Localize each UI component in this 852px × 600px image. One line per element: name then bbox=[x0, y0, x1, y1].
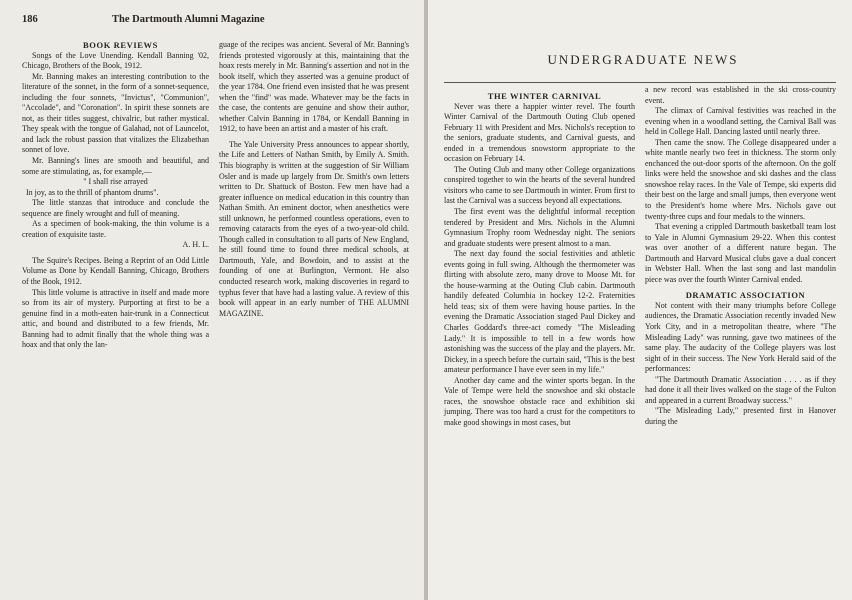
paragraph: This little volume is attractive in itself and made more so from its air of mystery. Purporting at first to be a genuine find in a moth-eaten hair-trunk in a Connecticut attic, and bound and distributed to a few friends, Mr. Banning had to admit finally that the whole thing was a hoax and that only the lan- bbox=[22, 287, 209, 350]
paragraph: The next day found the social festivities and athletic events going in full swing. Although the thermometer was flirting with absolute zero, many drove to Moose Mt. for the house-warming at the Outing Club cabin. Dartmouth handily defeated Columbia in hockey 12-2. Fraternities held teas; six of them were having house parties. In the evening the Dramatic Association staged Paul Dickey and Charles Goddard's three-act comedy "The Misleading Lady." It is impossible to tell in a few words how astonishing was the success of the play and the players. Mr. Dickey, in a speech before the curtain said, "This is the best amateur performance I have ever seen in my life." bbox=[444, 249, 635, 375]
running-title: The Dartmouth Alumni Magazine bbox=[112, 14, 265, 25]
paragraph: a new record was established in the ski cross-country event. bbox=[645, 85, 836, 105]
paragraph: Another day came and the winter sports began. In the Vale of Tempe were held the snowshoe and ski obstacle races, the snowshoe obstacle race and exhibition ski jumping. There was too hard a crust for the competitors to make good showings in most cases, but bbox=[444, 375, 635, 427]
section-heading-dramatic-association: DRAMATIC ASSOCIATION bbox=[685, 290, 806, 301]
paragraph: That evening a crippled Dartmouth basketball team lost to Yale in Alumni Gymnasium 29-22. When this contest was over another of a different nature began. The Dartmouth and Harvard Musical clubs gave a dual concert in Webster Hall. When the last song and last mandolin piece was over the fourth Winter Carnival ended. bbox=[645, 222, 836, 284]
paragraph: guage of the recipes was ancient. Several of Mr. Banning's friends protested vigorously at this, maintaining that the hoax rests merely in Mr. Banning's assertion and not in the book itself, which they asserted was a genuine product of the year 1784. One friend even insisted that he was present when the "find" was made. Whatever may be the facts in the case, the contents are genuine and show their author, whether Calvin Banning in 1784, or Kendall Banning in 1912, to have been an artist and a master of his craft. bbox=[219, 40, 409, 134]
paragraph: Mr. Banning makes an interesting contribution to the literature of the sonnet, in the form of a sonnet-sequence, including the four sonnets, "Invictus", "Communion", "Accolade", and "Coronation". In spirit these sonnets are not, as their titles suggest, chivalric, but rather mystical. They speak with the tongue of Galahad, not of Launcelot, and lack the robust passion that vitalizes the Elizabethan sonnet of love. bbox=[22, 71, 209, 155]
section-heading-book-reviews: BOOK REVIEWS bbox=[83, 40, 158, 50]
left-column-2 bbox=[219, 40, 409, 351]
paragraph: Mr. Banning's lines are smooth and beautiful, and some are stimulating, as, for example,— bbox=[22, 156, 209, 176]
heading-rule bbox=[444, 82, 836, 83]
review-citation: The Squire's Recipes. Being a Reprint of an Odd Little Volume as Done by Kendall Banning, Chicago, Brothers of the Book, 1912. bbox=[22, 255, 209, 287]
reviewer-initials: A. H. L. bbox=[182, 240, 209, 250]
paragraph: The climax of Carnival festivities was reached in the evening when in a woodland setting, the Carnival Ball was held in College Hall. Dancing lasted until nearly three. bbox=[645, 106, 836, 137]
verse-line: In joy, as to the thrill of phantom drums". bbox=[26, 187, 159, 197]
paragraph: Never was there a happier winter revel. The fourth Winter Carnival of the Dartmouth Outing Club opened February 11 with President and Mrs. Nichols's reception to the seniors, graduate students, and Carnival guests, and ended in a tremendous snowstorm appropriate to the occasion on February 14. bbox=[444, 101, 635, 164]
paragraph: Then came the snow. The College disappeared under a white mantle nearly two feet in thickness. The storm only enchanced the out-door sports of the afternoon. On the golf links were held the snowshoe and ski dashes and the class snowshoe relay races. In the Vale of Tempe, ski experts did their best on the large and small jumps, then everyone went to the President's home where Mrs. Nichols gave out twenty-three cups and four medals to the winners. bbox=[645, 137, 836, 221]
paragraph: The Outing Club and many other College organizations conspired together to win the hearts of the several hundred visitors who came to see Dartmouth in winter. From first to last the Carnival was a success beyond all expectations. bbox=[444, 164, 635, 206]
left-columns bbox=[22, 40, 414, 351]
paragraph: "The Misleading Lady," presented first in Hanover during the bbox=[645, 406, 836, 426]
review-citation: Songs of the Love Unending. Kendall Banning '02, Chicago, Brothers of the Book, 1912. bbox=[22, 50, 209, 71]
right-columns bbox=[444, 85, 842, 429]
paragraph: "The Dartmouth Dramatic Association . . . . as if they had done it all their lives walked on the stage of the Fulton and appeared in a current Broadway success." bbox=[645, 374, 836, 405]
left-column-1 bbox=[22, 40, 209, 351]
paragraph: The Yale University Press announces to appear shortly, the Life and Letters of Nathan Smith, by Emily A. Smith. This biography is written at the suggestion of Sir William Osler and is made up largely from Dr. Smith's own letters written to Dr. Shattuck of Boston. Few men have had a greater influence on medical education in this country than Nathan Smith. An eminent doctor, when anesthetics were still unknown, he performed countless operations, even to removing cataracts from the eyes of a two-year-old child. Though called in consultation to all parts of New England, he still found time to found three medical schools, at Dartmouth, Yale, and Bowdoin, and to assist at the founding of one at Burlington, Vermont. He also conducted research work, making discoveries in regard to typhus fever that have had a lasting value. A review of this book will appear in an early number of THE ALUMNI MAGAZINE. bbox=[219, 139, 409, 318]
paragraph: The first event was the delightful informal reception tendered by President and Mrs. Nichols in the Alumni Gymnasium Trophy room Wednesday night. The seniors and graduate students were present almost to a man. bbox=[444, 207, 635, 248]
right-column-2 bbox=[645, 85, 836, 429]
paragraph: The little stanzas that introduce and conclude the sequence are finely wrought and full of meaning. bbox=[22, 198, 209, 218]
right-column-1 bbox=[444, 85, 635, 429]
department-heading: UNDERGRADUATE NEWS bbox=[547, 52, 739, 67]
verse-line: " I shall rise arrayed bbox=[83, 177, 148, 187]
running-head bbox=[22, 14, 414, 30]
paragraph: As a specimen of book-making, the thin volume is a creation of exquisite taste. bbox=[22, 219, 209, 239]
page-number: 186 bbox=[22, 14, 38, 25]
right-page bbox=[428, 0, 852, 600]
left-page bbox=[0, 0, 424, 600]
paragraph: Not content with their many triumphs before College audiences, the Dramatic Association recently invaded New York City, and in a metropolitan theatre, where "The Misleading Lady" was running, gave two matinees of the same play. The audacity of the College players was lost sight of in their success. The New York Herald said of the performances: bbox=[645, 300, 836, 374]
section-heading-winter-carnival: THE WINTER CARNIVAL bbox=[487, 91, 602, 101]
